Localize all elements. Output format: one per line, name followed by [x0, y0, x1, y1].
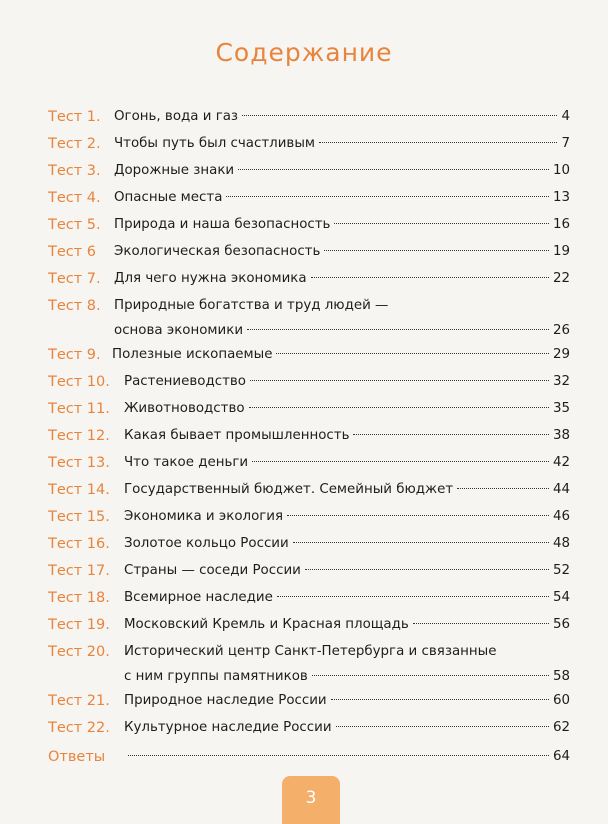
toc-entry-title: Экологическая безопасность: [114, 244, 321, 259]
toc-entry: [48, 690, 570, 712]
toc-entry-title: Для чего нужна экономика: [114, 271, 307, 286]
toc-entry: [48, 214, 570, 236]
toc-entry-page: 54: [552, 590, 570, 605]
toc-entry-title: Полезные ископаемые: [112, 347, 273, 362]
toc-entry-page: 32: [552, 374, 570, 389]
toc-entry-title: Огонь, вода и газ: [114, 109, 239, 124]
toc-entry: [48, 133, 570, 155]
toc-entry-title-continued: с ним группы памятников: [124, 669, 308, 684]
toc-entry-label: Тест 9.: [48, 347, 101, 363]
toc-entry-title: Страны — соседи России: [124, 563, 301, 578]
dot-leader: [319, 142, 557, 143]
toc-entry-page: 64: [552, 749, 570, 764]
dot-leader: [226, 196, 549, 197]
toc-entry-page: 52: [552, 563, 570, 578]
toc-entry-page: 29: [552, 347, 570, 362]
dot-leader: [249, 407, 549, 408]
toc-entry: [48, 641, 570, 663]
toc-entry: [48, 187, 570, 209]
toc-entry: [48, 425, 570, 447]
toc-entry-label: Тест 8.: [48, 298, 101, 314]
toc-entry-page: 19: [552, 244, 570, 259]
toc-entry-label: Тест 4.: [48, 190, 101, 206]
page-number: 3: [305, 788, 317, 808]
toc-entry-title: Всемирное наследие: [124, 590, 273, 605]
dot-leader: [311, 277, 549, 278]
toc-entry-page: 26: [552, 323, 570, 338]
toc-entry: [48, 560, 570, 582]
toc-entry-page: 7: [561, 136, 570, 151]
toc-entry-label: Тест 5.: [48, 217, 101, 233]
toc-entry-page: 60: [552, 693, 570, 708]
toc-entry-page: 35: [552, 401, 570, 416]
toc-entry: [48, 746, 570, 768]
toc-entry-title: Что такое деньги: [124, 455, 249, 470]
toc-entry-label: Тест 2.: [48, 136, 101, 152]
toc-entry: [48, 533, 570, 555]
toc-entry-title: Животноводство: [124, 401, 245, 416]
toc-entry-page: 4: [561, 109, 570, 124]
toc-entry-label: Тест 6: [48, 244, 97, 260]
toc-entry-title: Опасные места: [114, 190, 223, 205]
dot-leader: [305, 569, 549, 570]
toc-entry-page: 58: [552, 669, 570, 684]
dot-leader: [312, 675, 549, 676]
dot-leader: [293, 542, 549, 543]
dot-leader: [353, 434, 548, 435]
toc-entry-label: Тест 22.: [48, 720, 110, 736]
toc-entry-title: Исторический центр Санкт-Петербурга и связанные: [124, 644, 497, 659]
dot-leader: [334, 223, 548, 224]
dot-leader: [276, 353, 548, 354]
toc-entry-label: Тест 18.: [48, 590, 110, 606]
toc-entry-page: 10: [552, 163, 570, 178]
page-number-badge: [282, 776, 340, 824]
dot-leader: [287, 515, 549, 516]
toc-entry: [48, 587, 570, 609]
toc-entry: [48, 452, 570, 474]
toc-entry-label: Ответы: [48, 749, 106, 765]
toc-entry-label: Тест 13.: [48, 455, 110, 471]
toc-entry-page: 48: [552, 536, 570, 551]
dot-leader: [331, 699, 549, 700]
toc-entry: [48, 106, 570, 128]
toc-entry-page: 56: [552, 617, 570, 632]
toc-entry: [48, 241, 570, 263]
toc-entry-label: Тест 17.: [48, 563, 110, 579]
toc-entry-label: Тест 3.: [48, 163, 101, 179]
toc-entry-label: Тест 11.: [48, 401, 110, 417]
dot-leader: [413, 623, 549, 624]
toc-entry-title: Чтобы путь был счастливым: [114, 136, 316, 151]
dot-leader: [242, 115, 557, 116]
toc-entry-title: Природные богатства и труд людей —: [114, 298, 389, 313]
toc-entry-label: Тест 10.: [48, 374, 110, 390]
toc-entry-label: Тест 21.: [48, 693, 110, 709]
toc-entry: [48, 268, 570, 290]
toc-entry-title: Культурное наследие России: [124, 720, 332, 735]
toc-entry-continuation: [48, 320, 570, 342]
dot-leader: [336, 726, 549, 727]
toc-entry-label: Тест 16.: [48, 536, 110, 552]
dot-leader: [128, 755, 549, 756]
toc-entry-title: Дорожные знаки: [114, 163, 235, 178]
dot-leader: [252, 461, 549, 462]
toc-entry-continuation: [48, 666, 570, 688]
toc-entry-label: Тест 19.: [48, 617, 110, 633]
toc-entry-title: Природное наследие России: [124, 693, 327, 708]
toc-entry-title: Какая бывает промышленность: [124, 428, 350, 443]
toc-entry: [48, 479, 570, 501]
toc-entry: [48, 506, 570, 528]
toc-entry-label: Тест 7.: [48, 271, 101, 287]
toc-entry-label: Тест 12.: [48, 428, 110, 444]
toc-entry-page: 46: [552, 509, 570, 524]
toc-entry-label: Тест 1.: [48, 109, 101, 125]
toc-entry: [48, 295, 570, 317]
toc-entry-title: Московский Кремль и Красная площадь: [124, 617, 409, 632]
toc-entry: [48, 160, 570, 182]
toc-entry-title-continued: основа экономики: [114, 323, 244, 338]
toc-entry-label: Тест 20.: [48, 644, 110, 660]
dot-leader: [247, 329, 549, 330]
toc-entry: [48, 344, 570, 366]
toc-entry-page: 44: [552, 482, 570, 497]
toc-entry-page: 38: [552, 428, 570, 443]
toc-entry-title: Растениеводство: [124, 374, 246, 389]
toc-entry-title: Природа и наша безопасность: [114, 217, 331, 232]
dot-leader: [457, 488, 549, 489]
dot-leader: [250, 380, 549, 381]
toc-entry-page: 22: [552, 271, 570, 286]
toc-entry-title: Золотое кольцо России: [124, 536, 289, 551]
toc-entry-label: Тест 15.: [48, 509, 110, 525]
toc-entry: [48, 717, 570, 739]
toc-entry-title: Государственный бюджет. Семейный бюджет: [124, 482, 454, 497]
toc-entry: [48, 371, 570, 393]
toc-entry-page: 62: [552, 720, 570, 735]
toc-entry-page: 42: [552, 455, 570, 470]
toc-entry-page: 16: [552, 217, 570, 232]
toc-entry: [48, 398, 570, 420]
toc-entry-page: 13: [552, 190, 570, 205]
page-title: Содержание: [215, 38, 393, 67]
toc-entry: [48, 614, 570, 636]
dot-leader: [277, 596, 549, 597]
toc-entry-title: Экономика и экология: [124, 509, 284, 524]
toc-entry-label: Тест 14.: [48, 482, 110, 498]
dot-leader: [324, 250, 549, 251]
dot-leader: [238, 169, 549, 170]
